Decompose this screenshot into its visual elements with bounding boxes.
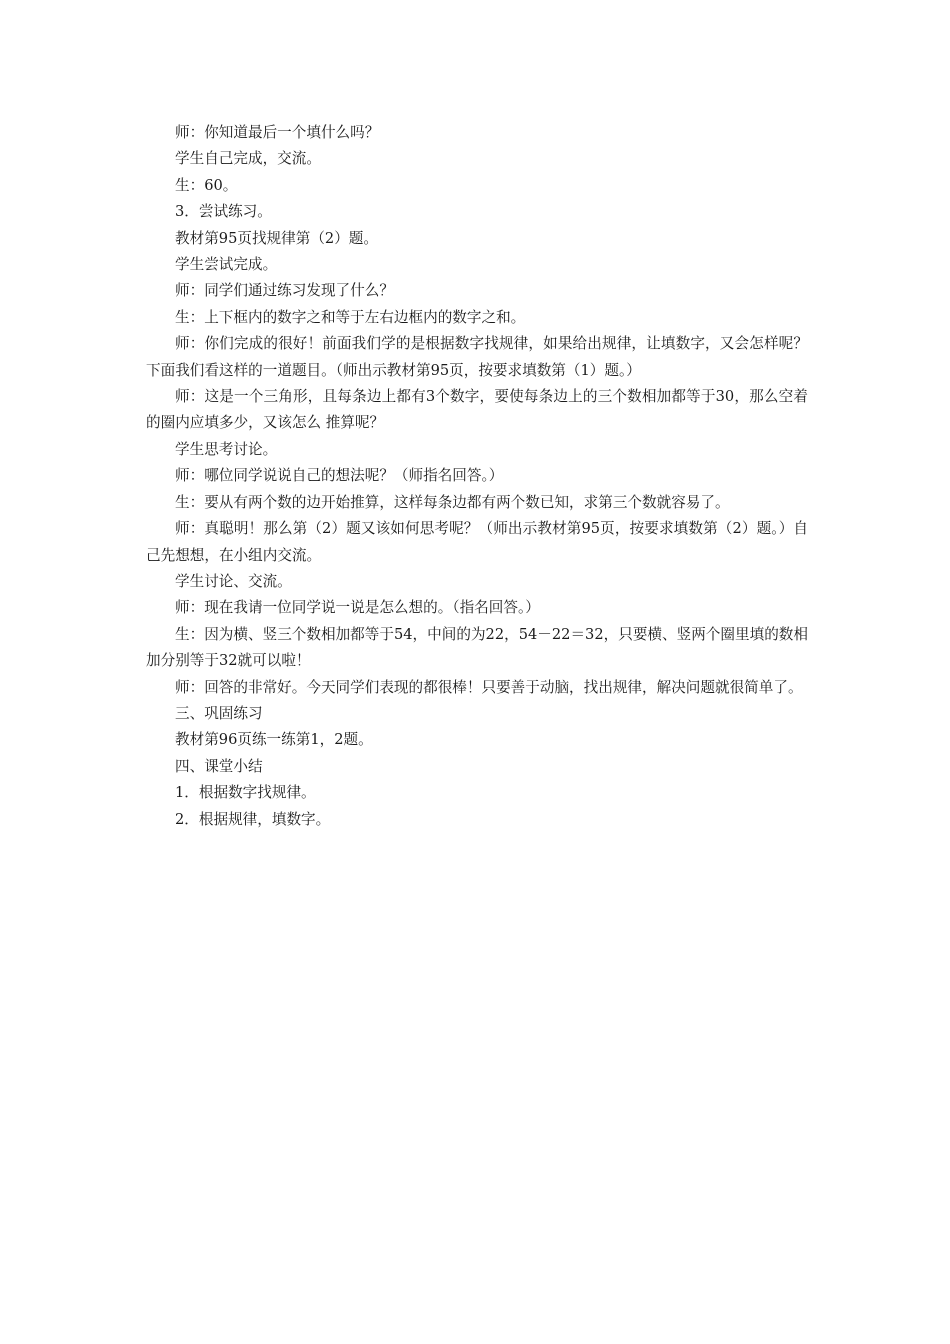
paragraph-teacher-praise: 师：回答的非常好。今天同学们表现的都很棒！只要善于动脑，找出规律，解决问题就很简单了。 [175,678,803,696]
paragraph-student-answer-54: 生：因为横、竖三个数相加都等于54，中间的为22，54－22＝32，只要横、竖两个圈里填的数相加分别等于32就可以啦！ [146,625,808,670]
list-item-summary-1: 1．根据数字找规律。 [175,784,316,802]
paragraph-teacher-discover: 师：同学们通过练习发现了什么？ [175,282,394,300]
paragraph-section-try-practice: 3．尝试练习。 [175,203,272,221]
paragraph-student-reasoning: 生：要从有两个数的边开始推算，这样每条边都有两个数已知，求第三个数就容易了。 [175,493,730,511]
paragraph-students-discuss: 学生讨论、交流。 [175,572,292,590]
paragraph-student-sum-rule: 生：上下框内的数字之和等于左右边框内的数字之和。 [175,308,526,326]
list-item-summary-2: 2．根据规律，填数字。 [175,810,331,828]
paragraph-textbook-p95: 教材第95页找规律第（2）题。 [175,229,378,247]
paragraph-students-complete: 学生自己完成，交流。 [175,150,321,168]
paragraph-teacher-triangle: 师：这是一个三角形，且每条边上都有3个数字，要使每条边上的三个数相加都等于30，那么空着的圈内应填多少，又该怎么 推算呢？ [146,388,808,432]
paragraph-students-think: 学生思考讨论。 [175,440,278,458]
paragraph-student-answer-60: 生：60。 [175,176,238,194]
paragraph-teacher-invite: 师：现在我请一位同学说一说是怎么想的。（指名回答。） [175,599,540,617]
heading-class-summary: 四、课堂小结 [175,757,263,775]
paragraph-teacher-ask-ideas: 师：哪位同学说说自己的想法呢？（师指名回答。） [175,467,504,485]
paragraph-teacher-question-last: 师：你知道最后一个填什么吗？ [175,124,380,141]
paragraph-teacher-question-2: 师：真聪明！那么第（2）题又该如何思考呢？（师出示教材第95页，按要求填数第（2）题。）自己先想想，在小组内交流。 [146,520,808,564]
paragraph-students-try: 学生尝试完成。 [175,256,278,274]
paragraph-textbook-p96: 教材第96页练一练第1，2题。 [175,731,373,749]
document-body [146,120,808,833]
paragraph-teacher-intro-fill: 师：你们完成的很好！前面我们学的是根据数字找规律，如果给出规律，让填数字，又会怎样呢？下面我们看这样的一道题目。（师出示教材第95页，按要求填数第（1）题。） [146,335,808,379]
heading-consolidation-practice: 三、巩固练习 [175,704,263,722]
